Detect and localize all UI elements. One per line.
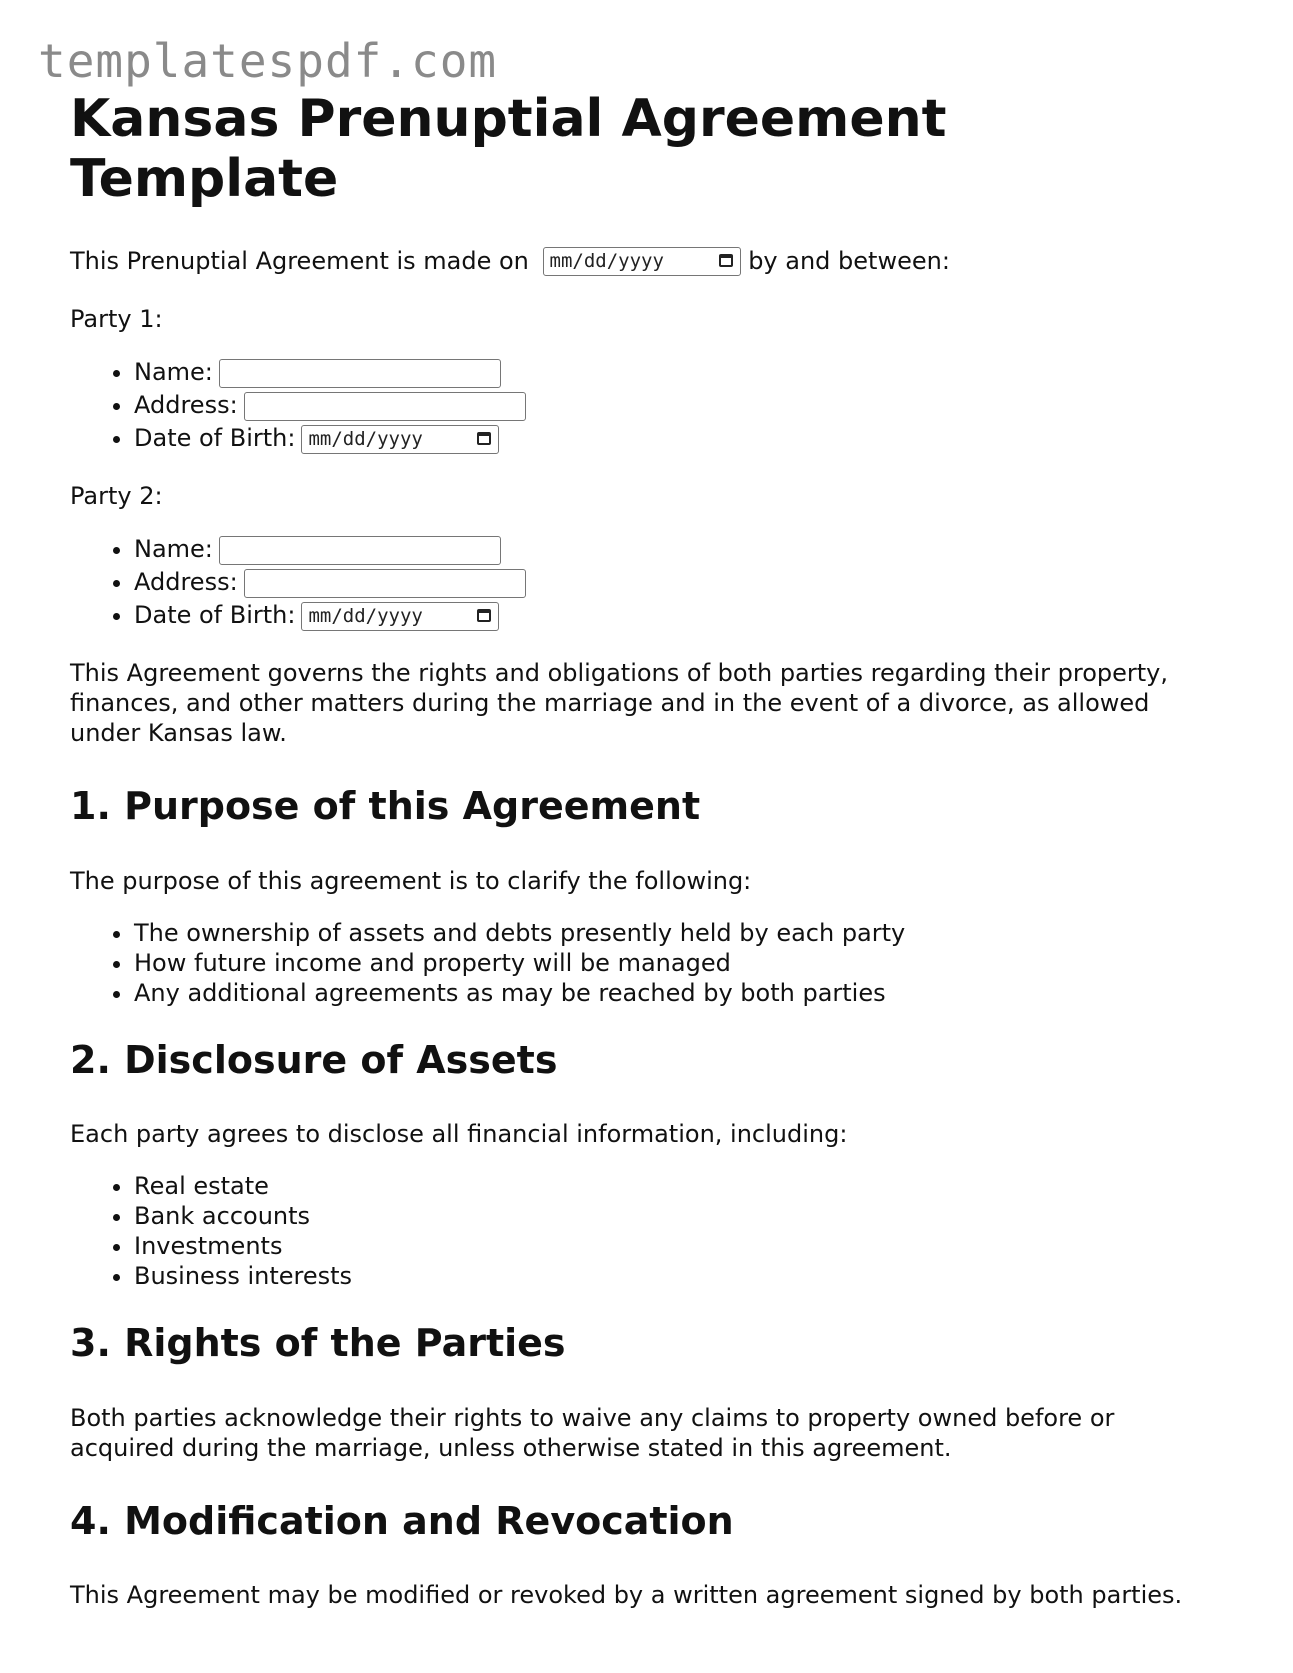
party2-address-label: Address: bbox=[134, 568, 238, 597]
party2-dob-input[interactable] bbox=[301, 602, 499, 631]
calendar-icon[interactable] bbox=[477, 609, 491, 622]
section-heading: 1. Purpose of this Agreement bbox=[70, 784, 701, 829]
purpose-list bbox=[70, 918, 1220, 1008]
agreement-date-input[interactable] bbox=[543, 247, 741, 276]
party1-name-input[interactable] bbox=[219, 359, 501, 388]
party2-fields bbox=[70, 533, 1220, 632]
list-item: • Bank accounts bbox=[134, 1201, 1220, 1231]
governs-paragraph: This Agreement governs the rights and obligations of both parties regarding their property, finances, and other matters during the marriage and in the event of a divorce, as allowed under Kansas law. bbox=[70, 659, 1168, 748]
party1-fields bbox=[70, 356, 1220, 455]
section-text: The purpose of this agreement is to clarify the following: bbox=[70, 866, 752, 895]
calendar-icon[interactable] bbox=[477, 432, 491, 445]
list-item: • Any additional agreements as may be reached by both parties bbox=[134, 978, 1220, 1008]
party2-label: Party 2: bbox=[70, 482, 163, 511]
party1-dob-label: Date of Birth: bbox=[134, 424, 296, 453]
section-text: Both parties acknowledge their rights to waive any claims to property owned before or acquired during the marriage, unless otherwise stated in this agreement. bbox=[70, 1403, 1115, 1462]
list-item: • Real estate bbox=[134, 1171, 1220, 1201]
intro-line bbox=[70, 246, 1220, 277]
party2-dob-label: Date of Birth: bbox=[134, 601, 296, 630]
party1-label: Party 1: bbox=[70, 305, 163, 334]
intro-after-text: by and between: bbox=[748, 246, 950, 275]
party2-address-item bbox=[134, 566, 1220, 599]
party2-dob-placeholder: mm/dd/yyyy bbox=[308, 604, 423, 627]
list-item: • The ownership of assets and debts presently held by each party bbox=[134, 918, 1220, 948]
party2-name-item bbox=[134, 533, 1220, 566]
section-heading: 4. Modification and Revocation bbox=[70, 1498, 734, 1543]
list-item: • Business interests bbox=[134, 1261, 1220, 1291]
party1-dob-input[interactable] bbox=[301, 425, 499, 454]
section-heading: 3. Rights of the Parties bbox=[70, 1321, 566, 1366]
party2-dob-item bbox=[134, 599, 1220, 632]
document-body bbox=[70, 90, 1220, 1610]
intro-before-text: This Prenuptial Agreement is made on bbox=[70, 246, 529, 275]
party1-address-item bbox=[134, 389, 1220, 422]
party1-dob-item bbox=[134, 422, 1220, 455]
party1-name-label: Name: bbox=[134, 358, 213, 387]
list-item: • How future income and property will be managed bbox=[134, 948, 1220, 978]
section-text: Each party agrees to disclose all financial information, including: bbox=[70, 1120, 848, 1149]
section-text: This Agreement may be modified or revoked by a written agreement signed by both parties. bbox=[70, 1581, 1183, 1610]
list-item: • Investments bbox=[134, 1231, 1220, 1261]
party2-name-input[interactable] bbox=[219, 536, 501, 565]
party2-name-label: Name: bbox=[134, 535, 213, 564]
party2-address-input[interactable] bbox=[244, 569, 526, 598]
watermark: templatespdf.com bbox=[38, 34, 498, 88]
party1-address-input[interactable] bbox=[244, 392, 526, 421]
agreement-date-placeholder: mm/dd/yyyy bbox=[549, 250, 664, 273]
calendar-icon[interactable] bbox=[719, 254, 733, 267]
disclosure-list bbox=[70, 1171, 1220, 1291]
party1-address-label: Address: bbox=[134, 391, 238, 420]
page-title: Kansas Prenuptial Agreement Template bbox=[70, 89, 947, 209]
party1-dob-placeholder: mm/dd/yyyy bbox=[308, 427, 423, 450]
party1-name-item bbox=[134, 356, 1220, 389]
section-heading: 2. Disclosure of Assets bbox=[70, 1037, 558, 1082]
